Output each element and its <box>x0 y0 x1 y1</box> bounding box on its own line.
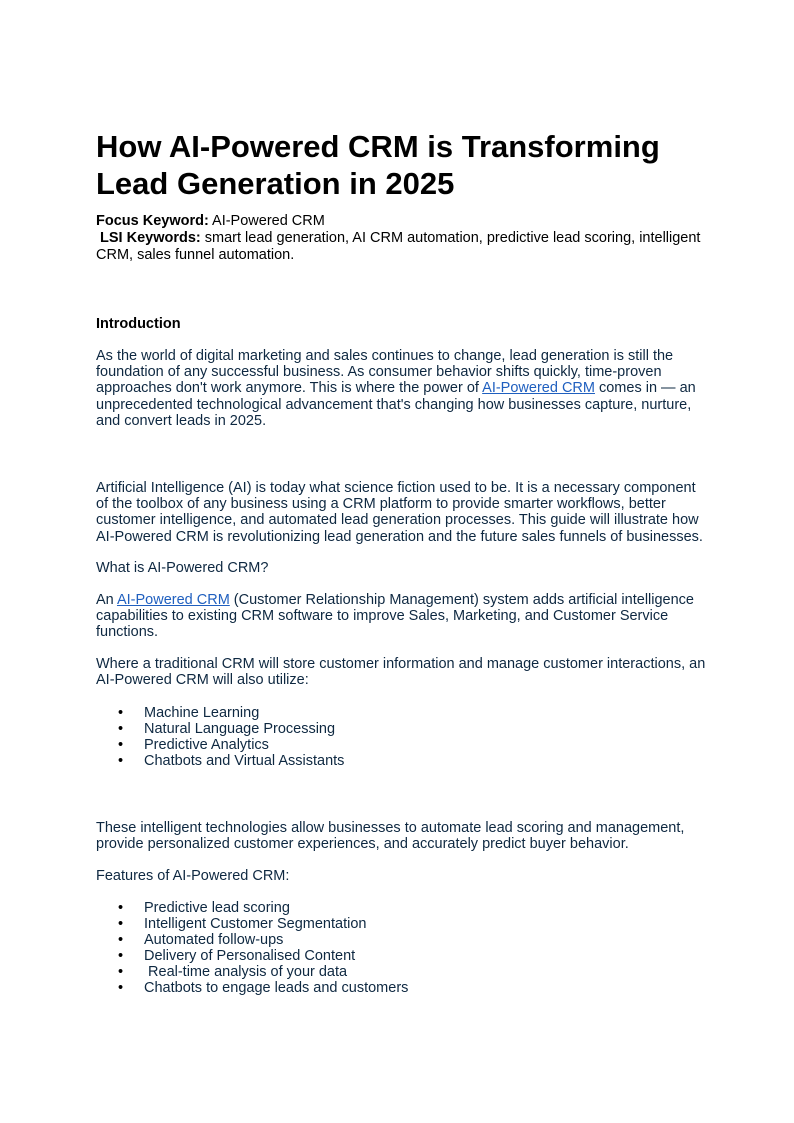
focus-keyword-label: Focus Keyword: <box>96 213 209 229</box>
what-is-paragraph-1 <box>96 592 706 641</box>
bullet-icon: • <box>118 737 124 754</box>
list-item: • Predictive lead scoring <box>118 900 290 916</box>
focus-keyword-value: AI-Powered CRM <box>208 213 325 229</box>
list-item: • Machine Learning <box>118 705 260 721</box>
introduction-paragraph-2: Artificial Intelligence (AI) is today what science fiction used to be. It is a necessary component of the toolbox of any business using a CRM platform to provide smarter workflows, better customer intelligence, and automated lead generation processes. This guide will illustrate how AI-Powered CRM is revolutionizing lead generation and the future sales funnels of businesses. <box>96 480 703 545</box>
list-item: • Intelligent Customer Segmentation <box>118 916 367 933</box>
features-list <box>96 900 408 997</box>
bullet-icon: • <box>118 964 124 981</box>
list-item: • Predictive Analytics <box>118 737 269 754</box>
page-title: How AI-Powered CRM is Transforming Lead Generation in 2025 <box>96 129 660 201</box>
bullet-icon: • <box>118 721 124 738</box>
lsi-keywords-label: LSI Keywords: <box>100 230 201 246</box>
introduction-heading: Introduction <box>96 316 181 332</box>
list-item: • Chatbots and Virtual Assistants <box>118 753 345 770</box>
what-is-text-before-link: An <box>96 592 117 608</box>
lsi-keywords-line <box>96 230 706 264</box>
bullet-icon: • <box>118 948 124 965</box>
list-item: • Automated follow-ups <box>118 932 284 949</box>
bullet-icon: • <box>118 900 124 916</box>
list-item: • Real-time analysis of your data <box>118 964 348 981</box>
ai-powered-crm-link[interactable]: AI-Powered CRM <box>482 380 595 397</box>
keywords-block <box>96 213 706 264</box>
technologies-list <box>96 705 344 769</box>
focus-keyword-line <box>96 213 706 230</box>
ai-powered-crm-link-2[interactable]: AI-Powered CRM <box>116 592 230 608</box>
list-item: • Natural Language Processing <box>118 721 336 738</box>
intro-text-before-link: As the world of digital marketing and sales continues to change, lead generation is still the foundation of any successful business. As consumer behavior shifts quickly, time-proven approaches don't work anymore. This is where the power of <box>96 348 674 397</box>
features-heading: Features of AI-Powered CRM: <box>96 868 290 884</box>
what-is-paragraph-3: These intelligent technologies allow businesses to automate lead scoring and management, provide personalized customer experiences, and accurately predict buyer behavior. <box>96 820 685 853</box>
bullet-icon: • <box>118 916 124 933</box>
what-is-text-after-link: (Customer Relationship Management) system adds artificial intelligence capabilities to existing CRM software to improve Sales, Marketing, and Customer Service functions. <box>96 592 694 641</box>
intro-text-after-link: comes in — an unprecedented technological advancement that's changing how businesses capture, nurture, and convert leads in 2025. <box>96 380 696 429</box>
bullet-icon: • <box>118 980 124 997</box>
introduction-paragraph-1 <box>96 348 706 429</box>
bullet-icon: • <box>118 753 124 770</box>
list-item: • Delivery of Personalised Content <box>118 948 356 965</box>
bullet-icon: • <box>118 705 124 721</box>
what-is-paragraph-2: Where a traditional CRM will store customer information and manage customer interactions, an AI-Powered CRM will also utilize: <box>96 656 706 689</box>
bullet-icon: • <box>118 932 124 949</box>
what-is-heading: What is AI-Powered CRM? <box>96 560 269 576</box>
lsi-keywords-value: smart lead generation, AI CRM automation, predictive lead scoring, intelligent CRM, sales funnel automation. <box>96 230 701 263</box>
list-item: • Chatbots to engage leads and customers <box>118 980 409 997</box>
